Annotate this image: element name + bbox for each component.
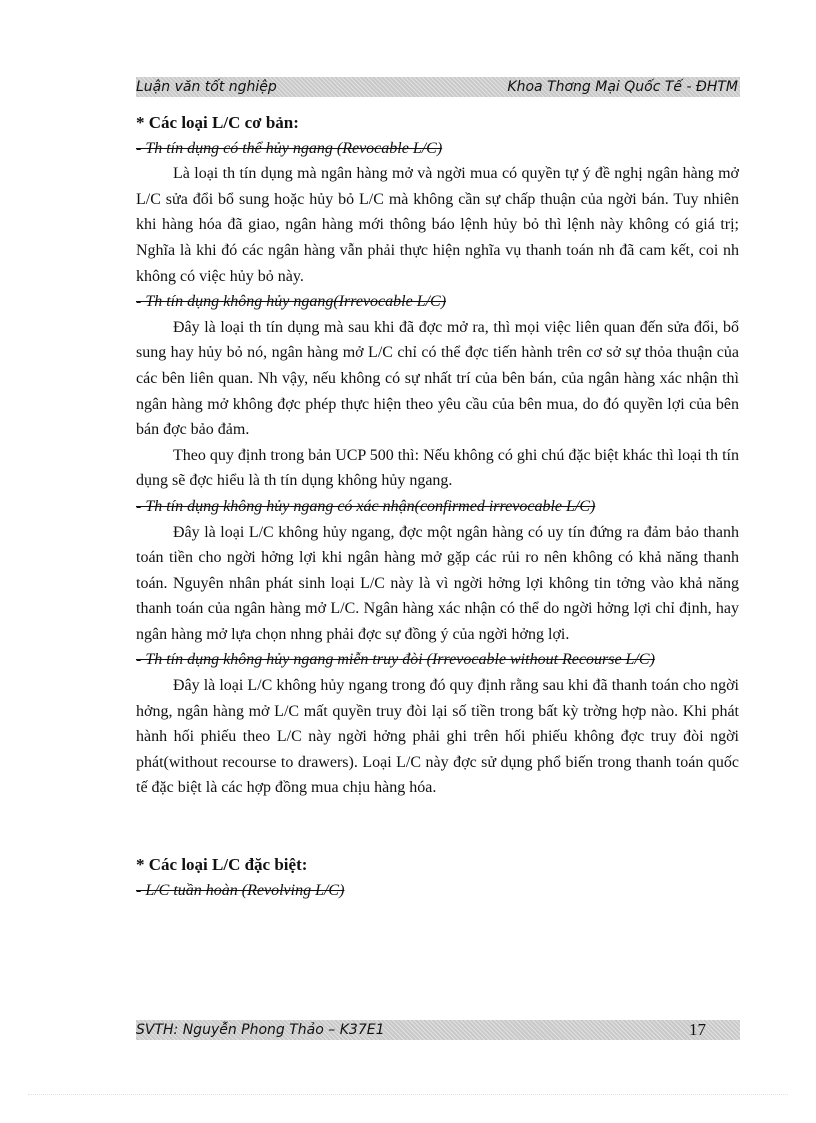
subheading-revocable-lc: - Th tín dụng có thể hủy ngang (Revocable L/C) <box>136 139 443 157</box>
document-body <box>136 110 739 903</box>
page-number: 17 <box>689 1020 706 1039</box>
header-thesis-title: Luận văn tốt nghiệp <box>136 79 277 95</box>
subheading-irrevocable-lc: - Th tín dụng không hủy ngang(Irrevocable L/C) <box>136 293 447 311</box>
section-heading-special-lc: * Các loại L/C đặc biệt: <box>136 855 308 875</box>
section-spacer <box>136 801 739 852</box>
paragraph-ucp-500: Theo quy định trong bản UCP 500 thì: Nếu không có ghi chú đặc biệt khác thì loại th tín dụng sẽ đợc hiểu là th tín dụng không hủy ngang. <box>136 446 739 490</box>
subheading-confirmed-lc: - Th tín dụng không hủy ngang có xác nhận(confirmed irrevocable L/C) <box>136 497 596 515</box>
paragraph-confirmed-lc: Đây là loại L/C không hủy ngang, đợc một ngân hàng có uy tín đứng ra đảm bảo thanh toán tiền cho ngời hởng lợi khi ngân hàng mở gặp các rủi ro nên không có khả năng thanh toán. Nguyên nhân phát sinh loại L/C này là vì ngời hởng lợi không tin tởng vào khả năng thanh toán của ngân hàng mở L/C. Ngân hàng xác nhận có thể do ngời hởng lợi chỉ định, hay ngân hàng mở lựa chọn nhng phải đợc sự đồng ý của ngời hởng lợi. <box>136 523 739 643</box>
paragraph-irrevocable-lc: Đây là loại th tín dụng mà sau khi đã đợc mở ra, thì mọi việc liên quan đến sửa đổi, bổ sung hay hủy bỏ nó, ngân hàng mở L/C chỉ có thể đợc tiến hành trên cơ sở sự thỏa thuận của các bên liên quan. Nh vậy, nếu không có sự nhất trí của bên bán, của ngân hàng xác nhận thì ngân hàng mở không đợc phép thực hiện theo yêu cầu của bên mua, do đó quyền lợi của bên bán đợc bảo đảm. <box>136 318 739 439</box>
page-header <box>136 77 740 97</box>
page-footer <box>136 1020 740 1040</box>
page-bottom-divider <box>28 1094 788 1095</box>
subheading-without-recourse-lc: - Th tín dụng không hủy ngang miễn truy đòi (Irrevocable without Recourse L/C) <box>136 651 655 669</box>
paragraph-revocable-lc: Là loại th tín dụng mà ngân hàng mở và ngời mua có quyền tự ý đề nghị ngân hàng mở L/C sửa đổi bổ sung hoặc hủy bỏ L/C mà không cần sự chấp thuận của ngời bán. Tuy nhiên khi hàng hóa đã giao, ngân hàng mới thông báo lệnh hủy bỏ thì lệnh này không có giá trị; Nghĩa là khi đó các ngân hàng vẫn phải thực hiện nghĩa vụ thanh toán nh đã cam kết, coi nh không có việc hủy bỏ này. <box>136 165 739 285</box>
header-faculty: Khoa Thơng Mại Quốc Tế - ĐHTM <box>507 79 738 95</box>
footer-student-name: SVTH: Nguyễn Phong Thảo – K37E1 <box>136 1022 385 1038</box>
subheading-revolving-lc: - L/C tuần hoàn (Revolving L/C) <box>136 881 345 899</box>
paragraph-without-recourse-lc: Đây là loại L/C không hủy ngang trong đó quy định rằng sau khi đã thanh toán cho ngời hởng, ngân hàng mở L/C mất quyền truy đòi lại số tiền trong bất kỳ trờng hợp nào. Khi phát hành hối phiếu theo L/C này ngời hởng phải ghi trên hối phiếu không đợc truy đòi ngời phát(without recourse to drawers). Loại L/C này đợc sử dụng phổ biến trong thanh toán quốc tế đặc biệt là các hợp đồng mua chịu hàng hóa. <box>136 677 739 797</box>
section-heading-basic-lc: * Các loại L/C cơ bản: <box>136 113 299 132</box>
